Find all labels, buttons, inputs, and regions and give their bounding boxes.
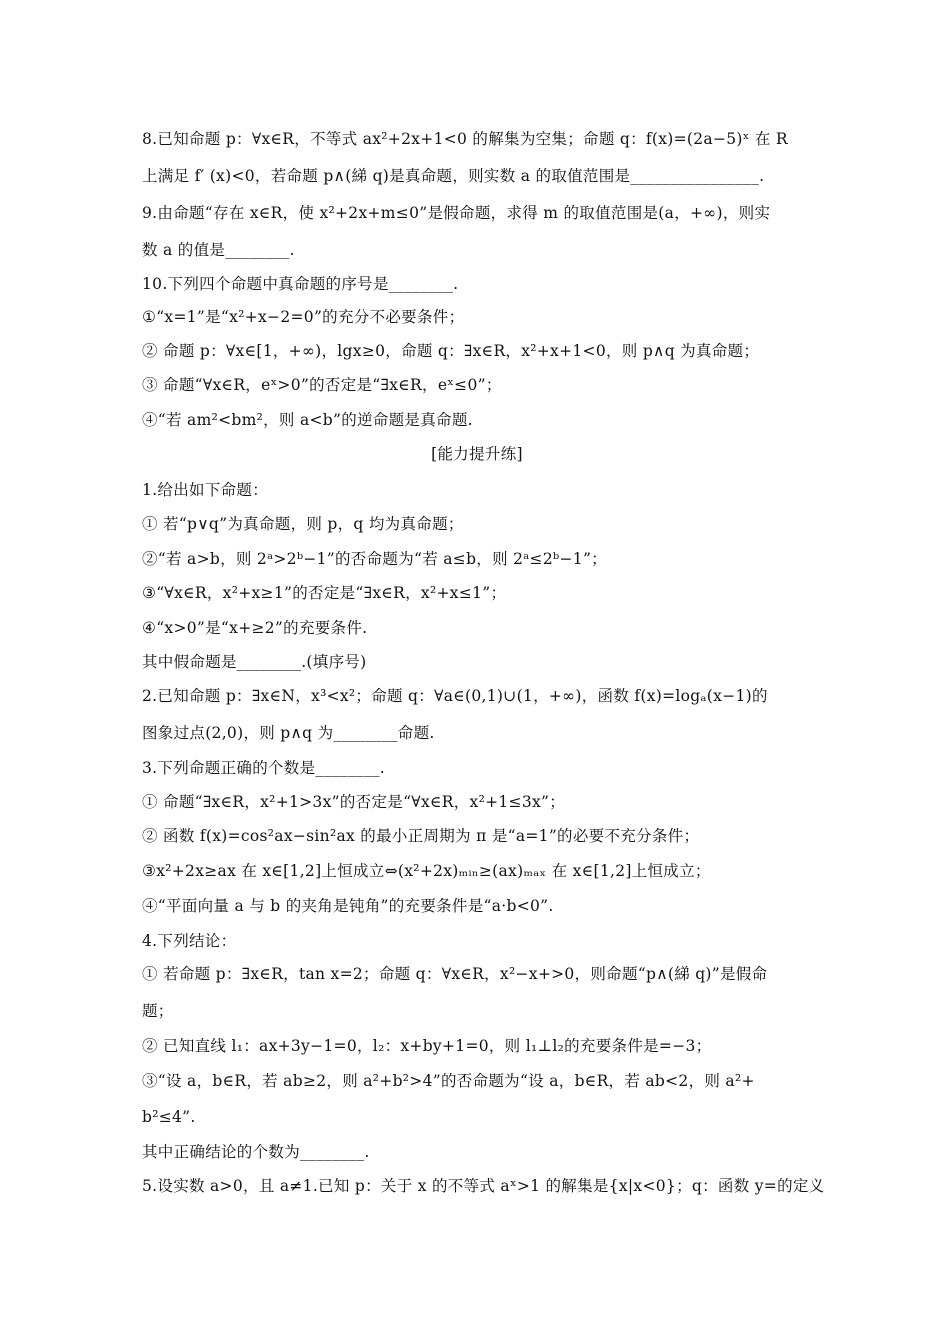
problem-4-item-3-line-2: b²≤4”. bbox=[142, 1108, 196, 1126]
problem-10-item-4: ④“若 am²<bm²，则 a<b”的逆命题是真命题. bbox=[142, 411, 473, 429]
problem-3-stem: 3.下列命题正确的个数是________. bbox=[142, 759, 386, 777]
problem-3-item-4: ④“平面向量 a 与 b 的夹角是钝角”的充要条件是“a·b<0”. bbox=[142, 897, 554, 915]
problem-4-item-1-line-1: ① 若命题 p：∃x∈R，tan x=2；命题 q：∀x∈R，x²−x+>0，则命题“p∧(綈 q)”是假命 bbox=[142, 965, 768, 983]
problem-10-item-2: ② 命题 p：∀x∈[1，+∞)，lgx≥0，命题 q：∃x∈R，x²+x+1<0，则 p∧q 为真命题； bbox=[142, 342, 760, 360]
problem-3-item-1: ① 命题“∃x∈R，x²+1>3x”的否定是“∀x∈R，x²+1≤3x”； bbox=[142, 793, 566, 811]
problem-10-stem: 10.下列四个命题中真命题的序号是________. bbox=[142, 275, 459, 293]
problem-1-item-1: ① 若“p∨q”为真命题，则 p，q 均为真命题； bbox=[142, 515, 464, 533]
section-heading: [能力提升练] bbox=[431, 445, 523, 463]
problem-5-line-1: 5.设实数 a>0，且 a≠1.已知 p：关于 x 的不等式 aˣ>1 的解集是{x|x<0}；q：函数 y=的定义 bbox=[142, 1177, 825, 1195]
problem-2-line-1: 2.已知命题 p：∃x∈N，x³<x²；命题 q：∀a∈(0,1)∪(1，+∞)，函数 f(x)=logₐ(x−1)的 bbox=[142, 687, 768, 705]
problem-10-item-3: ③ 命题“∀x∈R，eˣ>0”的否定是“∃x∈R，eˣ≤0”； bbox=[142, 376, 502, 394]
problem-9-line-2: 数 a 的值是________. bbox=[142, 241, 295, 259]
problem-3-item-2: ② 函数 f(x)=cos²ax−sin²ax 的最小正周期为 π 是“a=1”的必要不充分条件； bbox=[142, 827, 700, 845]
problem-1-item-4: ④“x>0”是“x+≥2”的充要条件. bbox=[142, 619, 368, 637]
problem-4-question: 其中正确结论的个数为________. bbox=[142, 1143, 370, 1161]
problem-4-item-1-line-2: 题； bbox=[142, 1002, 174, 1020]
problem-8-line-2: 上满足 f′ (x)<0，若命题 p∧(綈 q)是真命题，则实数 a 的取值范围是________________. bbox=[142, 167, 765, 185]
problem-8-line-1: 8.已知命题 p：∀x∈R，不等式 ax²+2x+1<0 的解集为空集；命题 q：f(x)=(2a−5)ˣ 在 R bbox=[142, 130, 788, 148]
problem-10-item-1: ①“x=1”是“x²+x−2=0”的充分不必要条件； bbox=[142, 308, 465, 326]
problem-4-item-2: ② 已知直线 l₁：ax+3y−1=0，l₂：x+by+1=0，则 l₁⊥l₂的充要条件是=−3； bbox=[142, 1037, 712, 1055]
problem-1-stem: 1.给出如下命题： bbox=[142, 481, 268, 499]
problem-4-item-3-line-1: ③“设 a，b∈R，若 ab≥2，则 a²+b²>4”的否命题为“设 a，b∈R，若 ab<2，则 a²+ bbox=[142, 1072, 755, 1090]
problem-1-question: 其中假命题是________.(填序号) bbox=[142, 653, 367, 671]
problem-1-item-3: ③“∀x∈R，x²+x≥1”的否定是“∃x∈R，x²+x≤1”； bbox=[142, 584, 507, 602]
problem-4-stem: 4.下列结论： bbox=[142, 932, 237, 950]
problem-9-line-1: 9.由命题“存在 x∈R，使 x²+2x+m≤0”是假命题，求得 m 的取值范围是(a，+∞)，则实 bbox=[142, 204, 771, 222]
problem-3-item-3: ③x²+2x≥ax 在 x∈[1,2]上恒成立⇔(x²+2x)ₘᵢₙ≥(ax)ₘₐₓ 在 x∈[1,2]上恒成立； bbox=[142, 862, 711, 880]
problem-1-item-2: ②“若 a>b，则 2ᵃ>2ᵇ−1”的否命题为“若 a≤b，则 2ᵃ≤2ᵇ−1”； bbox=[142, 550, 607, 568]
problem-2-line-2: 图象过点(2,0)，则 p∧q 为________命题. bbox=[142, 724, 435, 742]
